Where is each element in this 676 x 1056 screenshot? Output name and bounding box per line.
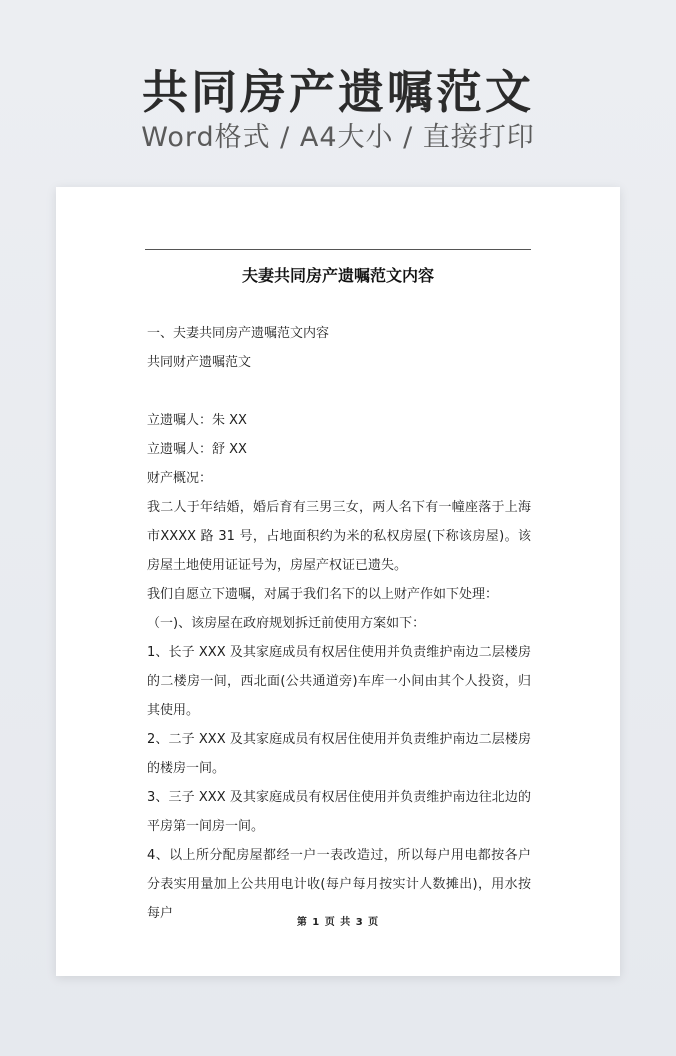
list-item: 3、三子 XXX 及其家庭成员有权居住使用并负责维护南边往北边的平房第一间房一间。: [147, 790, 531, 834]
section-heading: 一、夫妻共同房产遗嘱范文内容: [147, 326, 330, 341]
blank-line: [147, 377, 531, 406]
document-page: [56, 187, 620, 976]
testator-line: 立遗嘱人：朱 XX: [147, 413, 247, 428]
banner-title: 共同房产遗嘱范文: [142, 65, 534, 119]
header-rule: [145, 249, 531, 250]
list-item: 4、以上所分配房屋都经一户一表改造过，所以每户用电都按各户分表实用量加上公共用电计收(每户每月按实计人数摊出)，用水按每户: [147, 848, 531, 921]
page-footer: 第 1 页 共 3 页: [296, 917, 380, 928]
paragraph: 我二人于年结婚，婚后育有三男三女，两人名下有一幢座落于上海市XXXX 路 31 号，占地面积约为米的私权房屋(下称该房屋)。该房屋土地使用证证号为，房屋产权证已遗失。: [147, 500, 531, 573]
list-item: 1、长子 XXX 及其家庭成员有权居住使用并负责维护南边二层楼房的二楼房一间，西北面(公共通道旁)车库一小间由其个人投资，归其使用。: [147, 645, 531, 718]
paragraph: 我们自愿立下遗嘱，对属于我们名下的以上财产作如下处理：: [147, 587, 499, 602]
paragraph: 财产概况：: [147, 471, 213, 486]
banner-subtitle: Word格式 / A4大小 / 直接打印: [141, 122, 535, 153]
document-body: [147, 319, 531, 928]
list-item: 2、二子 XXX 及其家庭成员有权居住使用并负责维护南边二层楼房的楼房一间。: [147, 732, 531, 776]
document-title: 夫妻共同房产遗嘱范文内容: [241, 266, 434, 285]
paragraph: （一)、该房屋在政府规划拆迁前使用方案如下：: [147, 616, 426, 631]
paragraph: 共同财产遗嘱范文: [147, 355, 252, 370]
testator-line: 立遗嘱人：舒 XX: [147, 442, 247, 457]
